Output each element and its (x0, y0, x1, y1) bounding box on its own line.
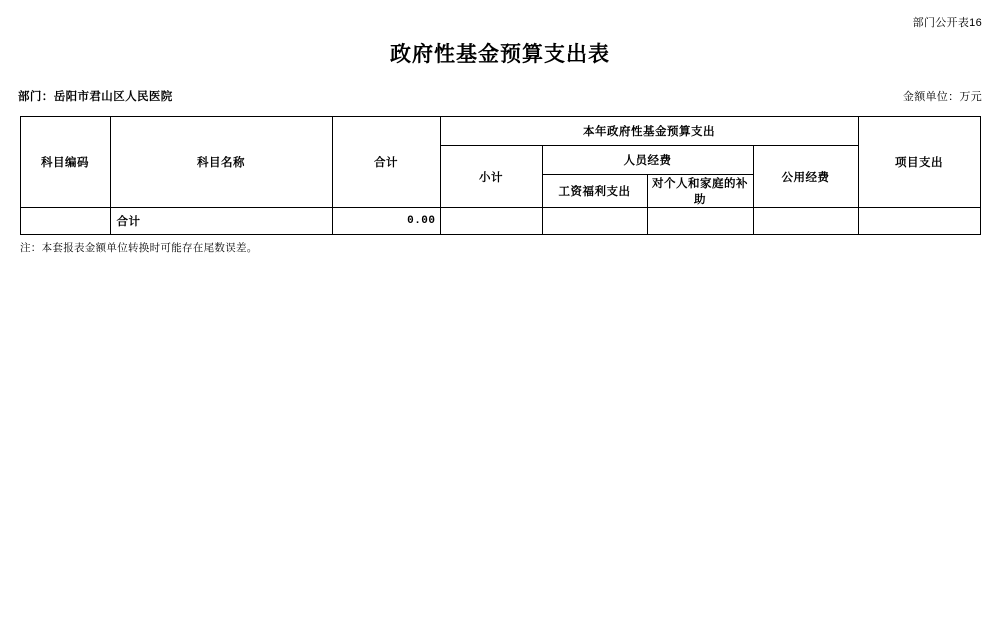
header-public-funds: 公用经费 (753, 146, 858, 208)
meta-row (0, 88, 1000, 106)
header-subsidy-individual-family: 对个人和家庭的补助 (647, 175, 753, 208)
cell-name: 合计 (110, 208, 332, 235)
header-code: 科目编码 (20, 117, 110, 208)
header-total: 合计 (332, 117, 440, 208)
cell-total: 0.00 (332, 208, 440, 235)
budget-table (20, 116, 981, 235)
department-line (18, 88, 173, 104)
header-personnel: 人员经费 (542, 146, 753, 175)
header-project-expenditure: 项目支出 (858, 117, 980, 208)
cell-subsidy-individual-family (647, 208, 753, 235)
table-row (20, 208, 980, 235)
page-title: 政府性基金预算支出表 (390, 43, 610, 66)
header-name: 科目名称 (110, 117, 332, 208)
table-header-row-1 (20, 117, 980, 146)
cell-salary-welfare (542, 208, 647, 235)
cell-code (20, 208, 110, 235)
form-number-label: 部门公开表16 (912, 17, 982, 29)
cell-subtotal (440, 208, 542, 235)
header-group-current-year: 本年政府性基金预算支出 (440, 117, 858, 146)
amount-unit-label: 金额单位：万元 (902, 91, 982, 103)
header-salary-welfare: 工资福利支出 (542, 175, 647, 208)
cell-project-expenditure (858, 208, 980, 235)
cell-public-funds (753, 208, 858, 235)
department-label: 部门： (18, 91, 54, 103)
table-note: 注：本套报表金额单位转换时可能存在尾数误差。 (20, 242, 258, 254)
header-subtotal: 小计 (440, 146, 542, 208)
department-name: 岳阳市君山区人民医院 (53, 91, 173, 103)
